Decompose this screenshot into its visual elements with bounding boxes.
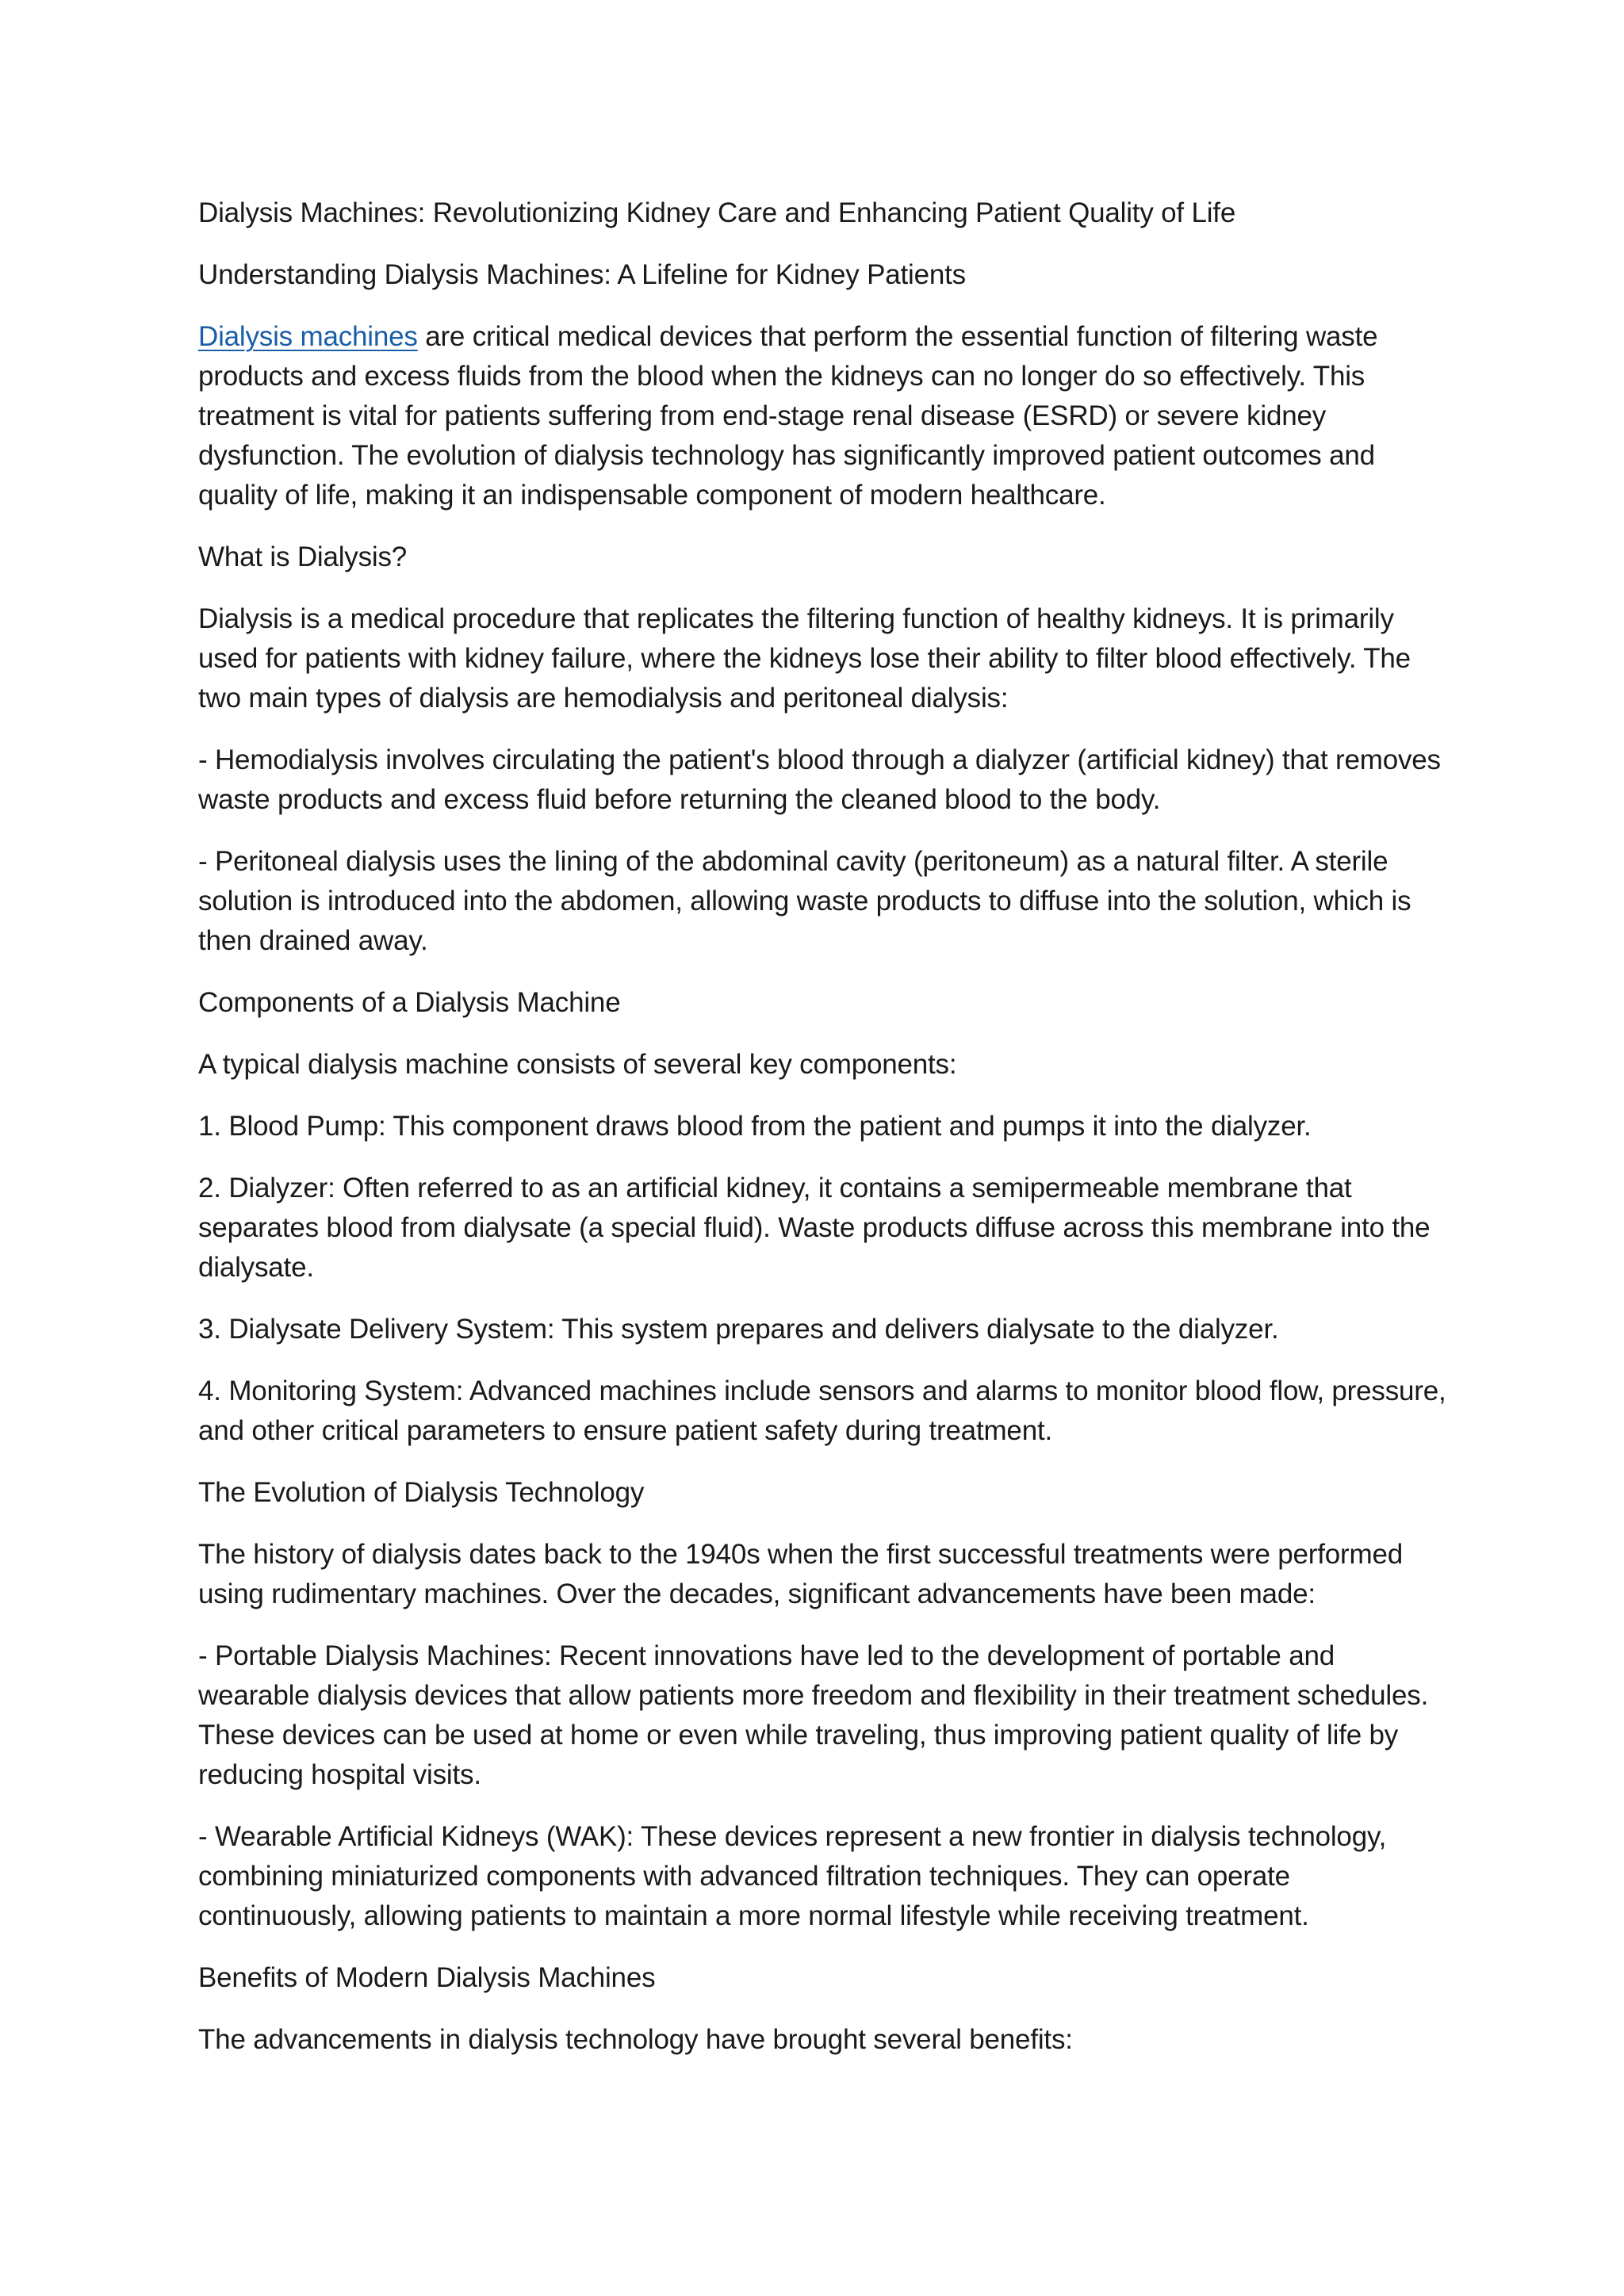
section-heading-what-is-dialysis: What is Dialysis?	[198, 541, 408, 572]
paragraph-what-is-dialysis: Dialysis is a medical procedure that replicates the filtering function of healthy kidneys. It is primarily used for patients with kidney failure, where the kidneys lose their ability to filter blood effectively. The two main types of dialysis are hemodialysis and peritoneal dialysis:	[198, 603, 1411, 714]
paragraph-components: A typical dialysis machine consists of several key components:	[198, 1049, 957, 1080]
list-item-wearable-kidneys: - Wearable Artificial Kidneys (WAK): These devices represent a new frontier in dialysis technology, combining miniaturized components with advanced filtration techniques. They can operate continuously, allowing patients to maintain a more normal lifestyle while receiving treatment.	[198, 1821, 1387, 1931]
intro-paragraph	[198, 317, 1451, 515]
paragraph-evolution: The history of dialysis dates back to the 1940s when the first successful treatments were performed using rudimentary machines. Over the decades, significant advancements have been made:	[198, 1539, 1403, 1609]
document-body	[198, 193, 1451, 2082]
intro-text: are critical medical devices that perform the essential function of filtering waste products and excess fluids from the blood when the kidneys can no longer do so effectively. This treatment is vital for patients suffering from end-stage renal disease (ESRD) or severe kidney dysfunction. The evolution of dialysis technology has significantly improved patient outcomes and quality of life, making it an indispensable component of modern healthcare.	[198, 321, 1378, 511]
list-item-dialysate-delivery: 3. Dialysate Delivery System: This system prepares and delivers dialysate to the dialyzer.	[198, 1314, 1279, 1345]
list-item-blood-pump: 1. Blood Pump: This component draws blood from the patient and pumps it into the dialyzer.	[198, 1111, 1312, 1142]
dialysis-machines-link[interactable]: Dialysis machines	[198, 321, 418, 352]
section-heading-evolution: The Evolution of Dialysis Technology	[198, 1477, 645, 1508]
list-item-peritoneal-dialysis: - Peritoneal dialysis uses the lining of the abdominal cavity (peritoneum) as a natural filter. A sterile solution is introduced into the abdomen, allowing waste products to diffuse into the solution, which is then drained away.	[198, 846, 1411, 956]
document-subtitle: Understanding Dialysis Machines: A Lifeline for Kidney Patients	[198, 259, 966, 290]
list-item-dialyzer: 2. Dialyzer: Often referred to as an artificial kidney, it contains a semipermeable membrane that separates blood from dialysate (a special fluid). Waste products diffuse across this membrane into the dialysate.	[198, 1173, 1431, 1283]
list-item-hemodialysis: - Hemodialysis involves circulating the patient's blood through a dialyzer (artificial kidney) that removes waste products and excess fluid before returning the cleaned blood to the body.	[198, 744, 1441, 815]
section-heading-components: Components of a Dialysis Machine	[198, 987, 621, 1018]
paragraph-benefits: The advancements in dialysis technology have brought several benefits:	[198, 2024, 1073, 2055]
document-title: Dialysis Machines: Revolutionizing Kidney Care and Enhancing Patient Quality of Life	[198, 197, 1236, 228]
list-item-portable-machines: - Portable Dialysis Machines: Recent innovations have led to the development of portable and wearable dialysis devices that allow patients more freedom and flexibility in their treatment schedules. These devices can be used at home or even while traveling, thus improving patient quality of life by reducing hospital visits.	[198, 1640, 1429, 1790]
section-heading-benefits: Benefits of Modern Dialysis Machines	[198, 1962, 656, 1993]
list-item-monitoring-system: 4. Monitoring System: Advanced machines include sensors and alarms to monitor blood flow, pressure, and other critical parameters to ensure patient safety during treatment.	[198, 1376, 1446, 1446]
